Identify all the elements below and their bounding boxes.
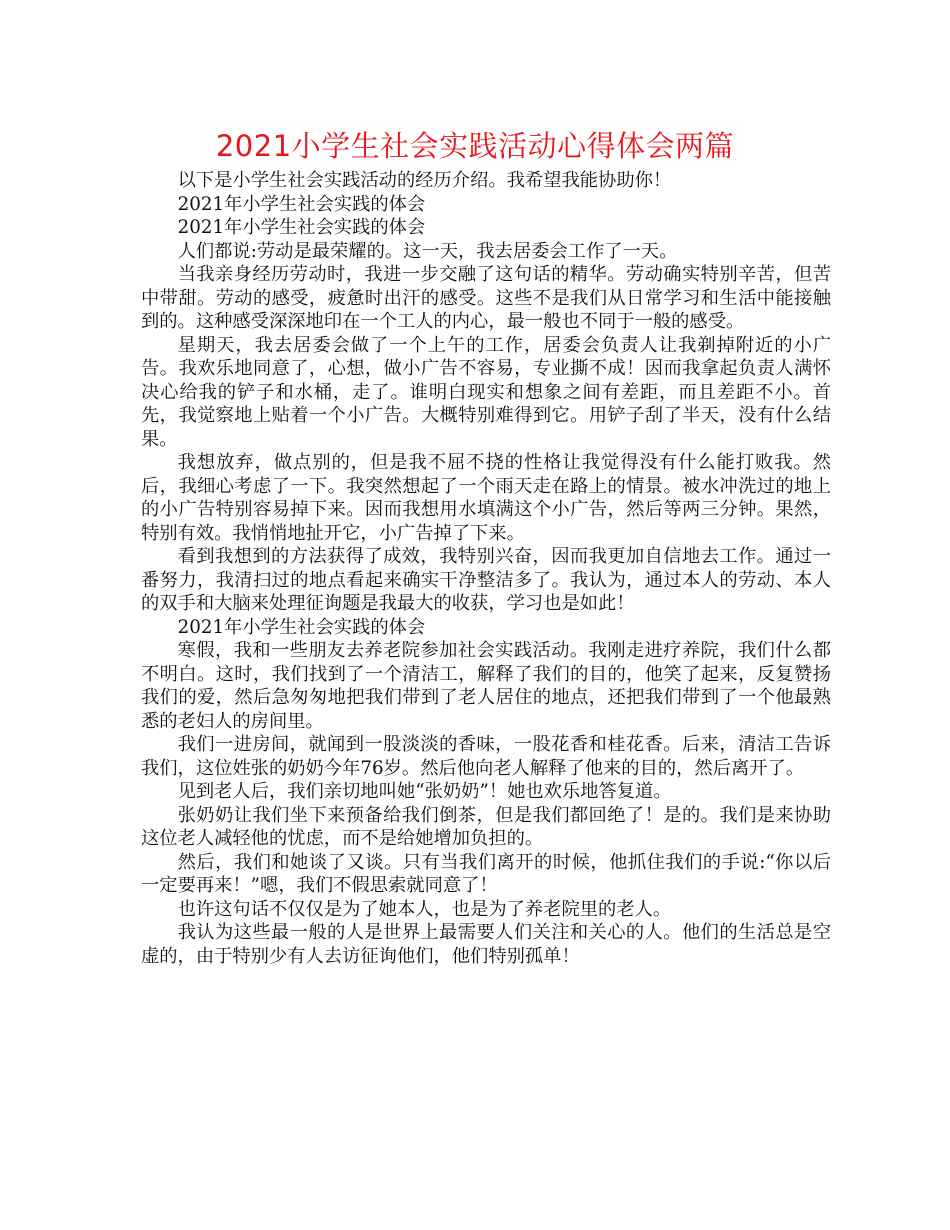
section-heading: 2021年小学生社会实践的体会 (177, 193, 426, 215)
paragraph: 人们都说:劳动是最荣耀的。这一天，我去居委会工作了一天。 (177, 240, 678, 262)
section-heading: 2021年小学生社会实践的体会 (177, 616, 426, 638)
paragraph: 张奶奶让我们坐下来预备给我们倒茶，但是我们都回绝了！是的。我们是来协助这位老人减轻他的忧虑，而不是给她增加负担的。 (141, 804, 831, 849)
paragraph: 见到老人后，我们亲切地叫她“张奶奶”！她也欢乐地答复道。 (177, 781, 672, 802)
section-heading: 2021年小学生社会实践的体会 (177, 217, 426, 238)
paragraph: 看到我想到的方法获得了成效，我特别兴奋，因而我更加自信地去工作。通过一番努力，我清扫过的地点看起来确实干净整洁多了。我认为，通过本人的劳动、本人的双手和大脑来处理征询题是我最大的收获，学习也是如此！ (141, 546, 831, 614)
paragraph: 星期天，我去居委会做了一个上午的工作，居委会负责人让我剃掉附近的小广告。我欢乐地同意了，心想，做小广告不容易，专业撕不成！因而我拿起负责人满怀决心给我的铲子和水桶，走了。谁明白现实和想象之间有差距，而且差距不小。首先，我觉察地上贴着一个小广告。大概特别难得到它。用铲子刮了半天，没有什么结果。 (141, 334, 831, 450)
paragraph: 然后，我们和她谈了又谈。只有当我们离开的时候，他抓住我们的手说:“你以后一定要再来！”嗯，我们不假思索就同意了！ (141, 851, 831, 896)
paragraph-intro: 以下是小学生社会实践活动的经历介绍。我希望我能协助你！ (177, 170, 672, 191)
paragraph: 也许这句话不仅仅是为了她本人，也是为了养老院里的老人。 (177, 898, 672, 920)
paragraph: 我们一进房间，就闻到一股淡淡的香味，一股花香和桂花香。后来，清洁工告诉我们，这位姓张的奶奶今年76岁。然后他向老人解释了他来的目的，然后离开了。 (141, 734, 831, 779)
paragraph: 我认为这些最一般的人是世界上最需要人们关注和关心的人。他们的生活总是空虚的，由于特别少有人去访征询他们，他们特别孤单！ (141, 922, 831, 967)
paragraph: 寒假，我和一些朋友去养老院参加社会实践活动。我刚走进疗养院，我们什么都不明白。这时，我们找到了一个清洁工，解释了我们的目的，他笑了起来，反复赞扬我们的爱，然后急匆匆地把我们带到了老人居住的地点，还把我们带到了一个他最熟悉的老妇人的房间里。 (141, 640, 831, 732)
paragraph: 当我亲身经历劳动时，我进一步交融了这句话的精华。劳动确实特别辛苦，但苦中带甜。劳动的感受，疲惫时出汗的感受。这些不是我们从日常学习和生活中能接触到的。这种感受深深地印在一个工人的内心，最一般也不同于一般的感受。 (141, 264, 831, 332)
paragraph: 我想放弃，做点别的，但是我不屈不挠的性格让我觉得没有什么能打败我。然后，我细心考虑了一下。我突然想起了一个雨天走在路上的情景。被水冲洗过的地上的小广告特别容易掉下来。因而我想用水填满这个小广告，然后等两三分钟。果然，特别有效。我悄悄地扯开它，小广告掉了下来。 (141, 452, 831, 544)
document-title: 2021小学生社会实践活动心得体会两篇 (215, 129, 735, 163)
document-body (141, 169, 831, 968)
